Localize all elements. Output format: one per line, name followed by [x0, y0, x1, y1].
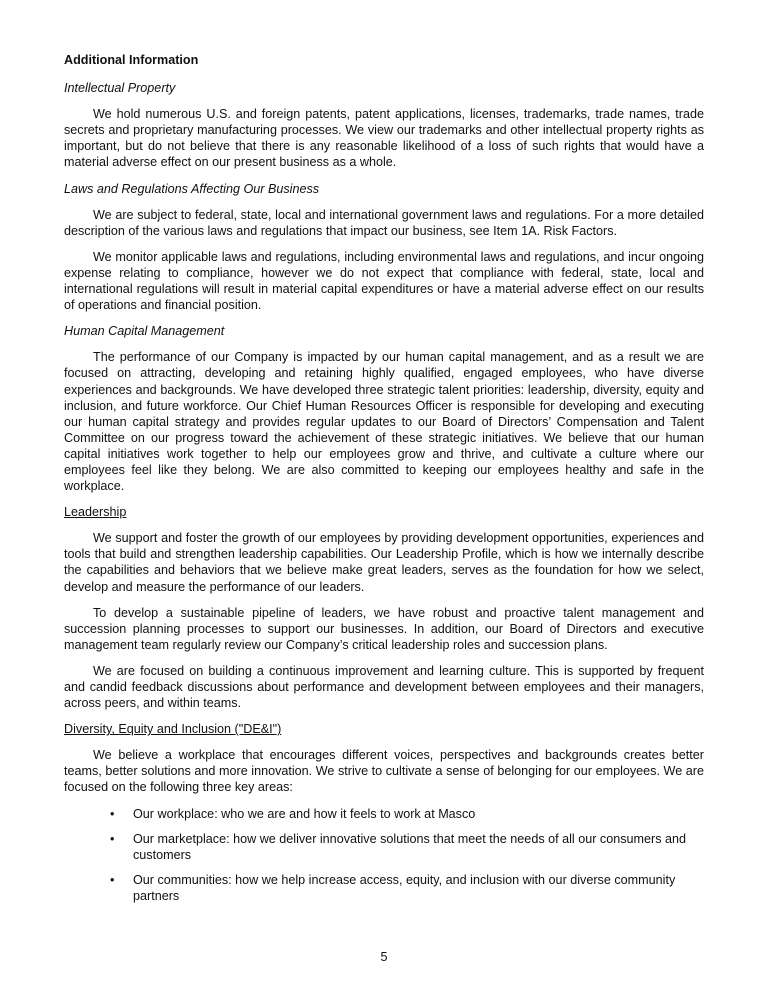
dei-title: Diversity, Equity and Inclusion ("DE&I") [64, 722, 282, 737]
leadership-paragraph-1: We support and foster the growth of our employees by providing development opportunities, experiences and tools that build and strengthen leadership capabilities. Our Leadership Profile, which is how we internally describe the capabilities and behaviors that we believe make great leaders, serves as the foundation for how we select, develop and measure the performance of our leaders. [64, 531, 704, 594]
page-number: 5 [380, 950, 388, 964]
dei-bullet-list [64, 806, 704, 904]
leadership-paragraph-3: We are focused on building a continuous improvement and learning culture. This is supported by frequent and candid feedback discussions about performance and development between employees and their managers, across peers, and within teams. [64, 663, 704, 711]
laws-paragraph-1: We are subject to federal, state, local and international government laws and regulations. For a more detailed description of the various laws and regulations that impact our business, see Item 1A. Risk Factors. [64, 207, 704, 238]
list-item [64, 831, 704, 863]
list-item-text: Our communities: how we help increase access, equity, and inclusion with our diverse community partners [133, 872, 676, 903]
section-heading: Additional Information [64, 53, 199, 67]
list-item [64, 872, 704, 904]
bullet-icon: • [110, 831, 115, 846]
list-item-text: Our marketplace: how we deliver innovative solutions that meet the needs of all our consumers and customers [133, 831, 687, 862]
dei-paragraph: We believe a workplace that encourages different voices, perspectives and backgrounds creates better teams, better solutions and more innovation. We strive to cultivate a sense of belonging for our employees. We are focused on the following three key areas: [64, 748, 704, 795]
list-item [64, 806, 704, 822]
list-item-text: Our workplace: who we are and how it feels to work at Masco [133, 806, 476, 821]
leadership-paragraph-2: To develop a sustainable pipeline of leaders, we have robust and proactive talent management and succession planning processes to support our businesses. In addition, our Board of Directors and executive management team regularly review our Company’s critical leadership roles and succession plans. [64, 605, 704, 652]
leadership-title: Leadership [64, 505, 127, 520]
bullet-icon: • [110, 806, 115, 821]
hcm-paragraph: The performance of our Company is impacted by our human capital management, and as a result we are focused on attracting, developing and retaining highly qualified, engaged employees, who have diverse experiences and backgrounds. We have developed three strategic talent priorities: leadership, diversity, equity and inclusion, and future workforce. Our Chief Human Resources Officer is responsible for developing and executing our human capital strategy and provides regular updates to our Board of Directors’ Compensation and Talent Committee on our progress toward the achievement of these strategic initiatives. We believe that our human capital initiatives work together to help our employees grow and thrive, and cultivate a culture where our employees feel like they belong. We are also committed to keeping our employees healthy and safe in the workplace. [64, 350, 704, 494]
ip-title: Intellectual Property [64, 81, 176, 96]
bullet-icon: • [110, 872, 115, 887]
laws-paragraph-2: We monitor applicable laws and regulations, including environmental laws and regulations, and incur ongoing expense relating to compliance, however we do not expect that compliance with federal, state, local and international regulations will result in material capital expenditures or have a material adverse effect on our results of operations and financial position. [64, 249, 704, 313]
ip-paragraph: We hold numerous U.S. and foreign patents, patent applications, licenses, trademarks, trade names, trade secrets and proprietary manufacturing processes. We view our trademarks and other intellectual property rights as important, but do not believe that there is any reasonable likelihood of a loss of such rights that would have a material adverse effect on our present business as a whole. [64, 107, 704, 170]
laws-title: Laws and Regulations Affecting Our Business [64, 181, 320, 196]
hcm-title: Human Capital Management [64, 324, 225, 339]
document-page [64, 52, 704, 914]
